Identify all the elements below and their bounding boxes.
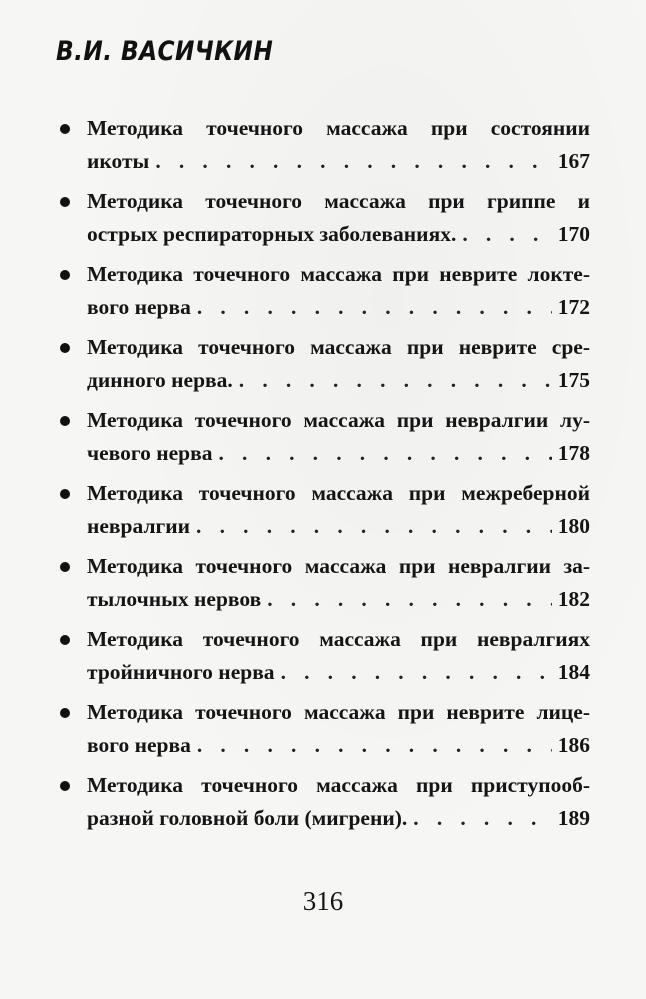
toc-entry-title: Методика точечного массажа при гриппе и bbox=[87, 189, 590, 213]
dot-leader bbox=[407, 802, 551, 835]
toc-entry bbox=[60, 185, 590, 258]
bullet-icon bbox=[60, 489, 70, 499]
toc-entry bbox=[60, 331, 590, 404]
toc-entry-title: Методика точечного массажа при приступооб- bbox=[87, 773, 590, 797]
toc-entry bbox=[60, 696, 590, 769]
toc-entry-page: 180 bbox=[557, 514, 590, 538]
bullet-icon bbox=[60, 270, 70, 280]
toc-entry-title: Методика точечного массажа при состоянии bbox=[87, 116, 590, 140]
dot-leader bbox=[261, 583, 552, 616]
toc-entry-page: 189 bbox=[557, 806, 590, 830]
toc-entry-title-continued: вого нерва bbox=[87, 733, 191, 757]
toc-entry-title-continued: чевого нерва bbox=[87, 441, 213, 465]
bullet-icon bbox=[60, 197, 70, 207]
page-number: 316 bbox=[302, 886, 344, 916]
toc-entry-title: Методика точечного массажа при неврите локте- bbox=[87, 262, 590, 286]
toc-entry-title-continued: динного нерва. bbox=[87, 368, 233, 392]
toc-entry-page: 172 bbox=[557, 295, 590, 319]
toc-entry-page: 178 bbox=[557, 441, 590, 465]
toc-entry-title: Методика точечного массажа при неврите сре- bbox=[87, 335, 590, 359]
toc-entry-title-continued: икоты bbox=[87, 149, 150, 173]
toc-entry-page: 184 bbox=[557, 660, 590, 684]
toc-entry-title: Методика точечного массажа при невралгиях bbox=[87, 627, 590, 651]
toc-entry-page: 175 bbox=[557, 368, 590, 392]
toc-entry bbox=[60, 404, 590, 477]
running-header-author: В.И. ВАСИЧКИН bbox=[56, 36, 274, 67]
dot-leader bbox=[149, 145, 551, 178]
toc-entry-title-continued: невралгии bbox=[87, 514, 191, 538]
bullet-icon bbox=[60, 343, 70, 353]
toc-entry-page: 167 bbox=[557, 149, 590, 173]
toc-entry bbox=[60, 550, 590, 623]
toc-entry-page: 186 bbox=[557, 733, 590, 757]
toc-entry-title: Методика точечного массажа при невралгии лу- bbox=[87, 408, 590, 432]
toc-entry bbox=[60, 112, 590, 185]
toc-entry-title: Методика точечного массажа при невралгии за- bbox=[87, 554, 590, 578]
dot-leader bbox=[191, 291, 552, 324]
bullet-icon bbox=[60, 781, 70, 791]
toc-entry-title: Методика точечного массажа при межреберной bbox=[87, 481, 590, 505]
dot-leader bbox=[190, 510, 552, 543]
toc-entry-title: Методика точечного массажа при неврите лице- bbox=[87, 700, 590, 724]
toc-entry-title-continued: разной головной боли (мигрени). bbox=[87, 806, 408, 830]
table-of-contents bbox=[60, 112, 590, 842]
dot-leader bbox=[191, 729, 552, 762]
toc-entry bbox=[60, 769, 590, 842]
toc-entry-title-continued: тройничного нерва bbox=[87, 660, 275, 684]
dot-leader bbox=[275, 656, 552, 689]
toc-entry bbox=[60, 477, 590, 550]
bullet-icon bbox=[60, 416, 70, 426]
toc-entry-title-continued: острых респираторных заболеваниях. bbox=[87, 222, 457, 246]
toc-entry bbox=[60, 623, 590, 696]
bullet-icon bbox=[60, 124, 70, 134]
bullet-icon bbox=[60, 635, 70, 645]
dot-leader bbox=[233, 364, 552, 397]
toc-entry-title-continued: вого нерва bbox=[87, 295, 191, 319]
toc-entry bbox=[60, 258, 590, 331]
dot-leader bbox=[456, 218, 551, 251]
toc-entry-page: 182 bbox=[557, 587, 590, 611]
toc-entry-page: 170 bbox=[557, 222, 590, 246]
dot-leader bbox=[212, 437, 551, 470]
bullet-icon bbox=[60, 708, 70, 718]
bullet-icon bbox=[60, 562, 70, 572]
toc-entry-title-continued: тылочных нервов bbox=[87, 587, 262, 611]
